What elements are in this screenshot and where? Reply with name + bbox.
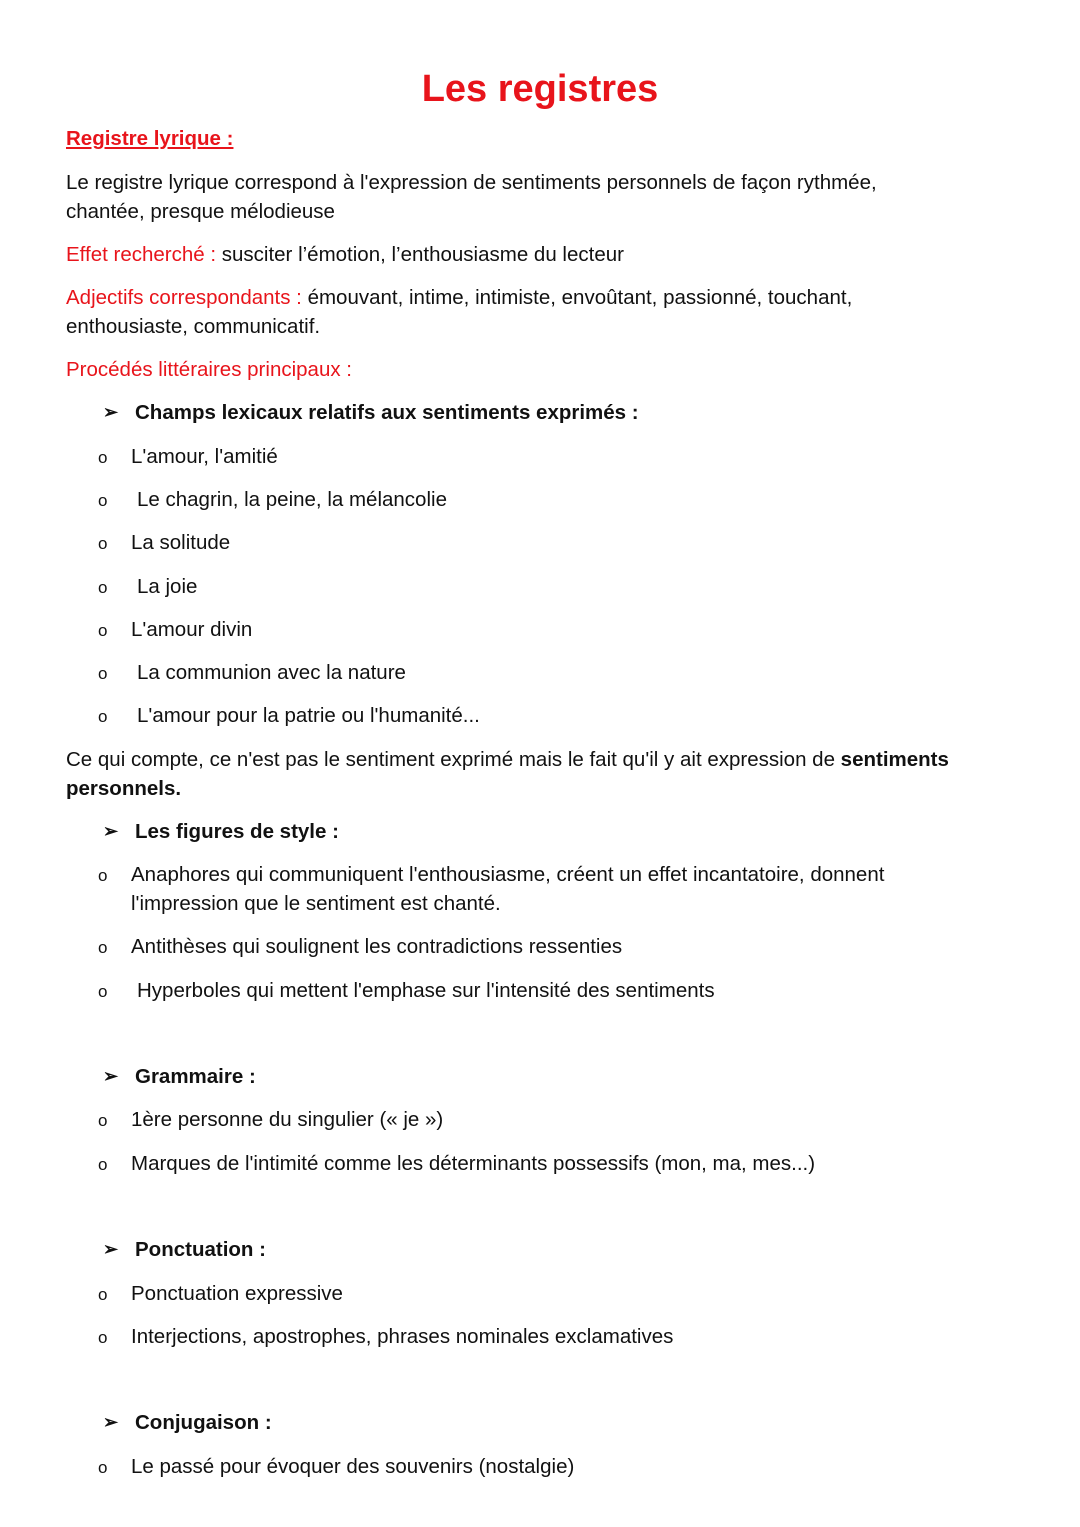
- circle-bullet-icon: o: [98, 534, 108, 553]
- list-item-line: Anaphores qui communiquent l'enthousiasme, créent un effet incantatoire, donnent: [131, 863, 885, 886]
- section-heading: Registre lyrique :: [66, 127, 234, 150]
- list-item: Antithèses qui soulignent les contradictions ressenties: [131, 935, 623, 958]
- circle-bullet-icon: o: [98, 664, 108, 683]
- circle-bullet-icon: o: [98, 578, 108, 597]
- effet-label: Effet recherché :: [66, 243, 217, 266]
- list-item: Interjections, apostrophes, phrases nominales exclamatives: [131, 1325, 674, 1348]
- list-item: La joie: [137, 575, 198, 598]
- circle-bullet-icon: o: [98, 621, 108, 640]
- list-item: La communion avec la nature: [137, 661, 406, 684]
- circle-bullet-icon: o: [98, 707, 108, 726]
- list-item-line: l'impression que le sentiment est chanté.: [131, 891, 501, 915]
- arrow-bullet-icon: ➢: [103, 1239, 119, 1259]
- circle-bullet-icon: o: [98, 1328, 108, 1347]
- adjectifs-text: enthousiaste, communicatif.: [66, 314, 321, 338]
- figures-heading: Les figures de style :: [135, 820, 339, 843]
- list-item: Hyperboles qui mettent l'emphase sur l'intensité des sentiments: [137, 979, 715, 1002]
- list-item: Le passé pour évoquer des souvenirs (nostalgie): [131, 1455, 575, 1478]
- list-item: L'amour divin: [131, 618, 253, 641]
- list-item: Ponctuation expressive: [131, 1282, 343, 1305]
- circle-bullet-icon: o: [98, 866, 108, 885]
- ponctuation-heading: Ponctuation :: [135, 1238, 266, 1261]
- circle-bullet-icon: o: [98, 491, 108, 510]
- champs-heading: Champs lexicaux relatifs aux sentiments exprimés :: [135, 401, 639, 424]
- effet-line: [66, 241, 624, 270]
- note-bold: personnels.: [66, 776, 182, 800]
- definition-line: chantée, presque mélodieuse: [66, 199, 335, 223]
- arrow-bullet-icon: ➢: [103, 402, 119, 422]
- list-item: L'amour, l'amitié: [131, 445, 278, 468]
- adjectifs: [66, 284, 852, 341]
- arrow-bullet-icon: ➢: [103, 1066, 119, 1086]
- list-item: [131, 861, 884, 918]
- circle-bullet-icon: o: [98, 1111, 108, 1130]
- arrow-bullet-icon: ➢: [103, 1412, 119, 1432]
- grammaire-heading: Grammaire :: [135, 1065, 256, 1088]
- conjugaison-heading: Conjugaison :: [135, 1411, 272, 1434]
- circle-bullet-icon: o: [98, 448, 108, 467]
- note: [66, 746, 949, 803]
- circle-bullet-icon: o: [98, 1458, 108, 1477]
- adjectifs-label: Adjectifs correspondants :: [66, 286, 302, 309]
- list-item: 1ère personne du singulier (« je »): [131, 1108, 444, 1131]
- effet-text: susciter l’émotion, l’enthousiasme du lecteur: [216, 243, 624, 266]
- page-title: Les registres: [421, 68, 659, 110]
- definition-line: Le registre lyrique correspond à l'expression de sentiments personnels de façon rythmée,: [66, 171, 877, 194]
- procedes-label: Procédés littéraires principaux :: [66, 358, 352, 381]
- list-item: La solitude: [131, 531, 231, 554]
- list-item: Le chagrin, la peine, la mélancolie: [137, 488, 447, 511]
- definition: [66, 169, 877, 226]
- note-bold: sentiments: [840, 748, 949, 771]
- circle-bullet-icon: o: [98, 1155, 108, 1174]
- arrow-bullet-icon: ➢: [103, 821, 119, 841]
- list-item: Marques de l'intimité comme les déterminants possessifs (mon, ma, mes...): [131, 1152, 816, 1175]
- circle-bullet-icon: o: [98, 1285, 108, 1304]
- circle-bullet-icon: o: [98, 938, 108, 957]
- adjectifs-text: émouvant, intime, intimiste, envoûtant, passionné, touchant,: [301, 286, 853, 309]
- list-item: L'amour pour la patrie ou l'humanité...: [137, 704, 480, 727]
- circle-bullet-icon: o: [98, 982, 108, 1001]
- note-text: Ce qui compte, ce n'est pas le sentiment exprimé mais le fait qu'il y ait expression de: [66, 748, 841, 771]
